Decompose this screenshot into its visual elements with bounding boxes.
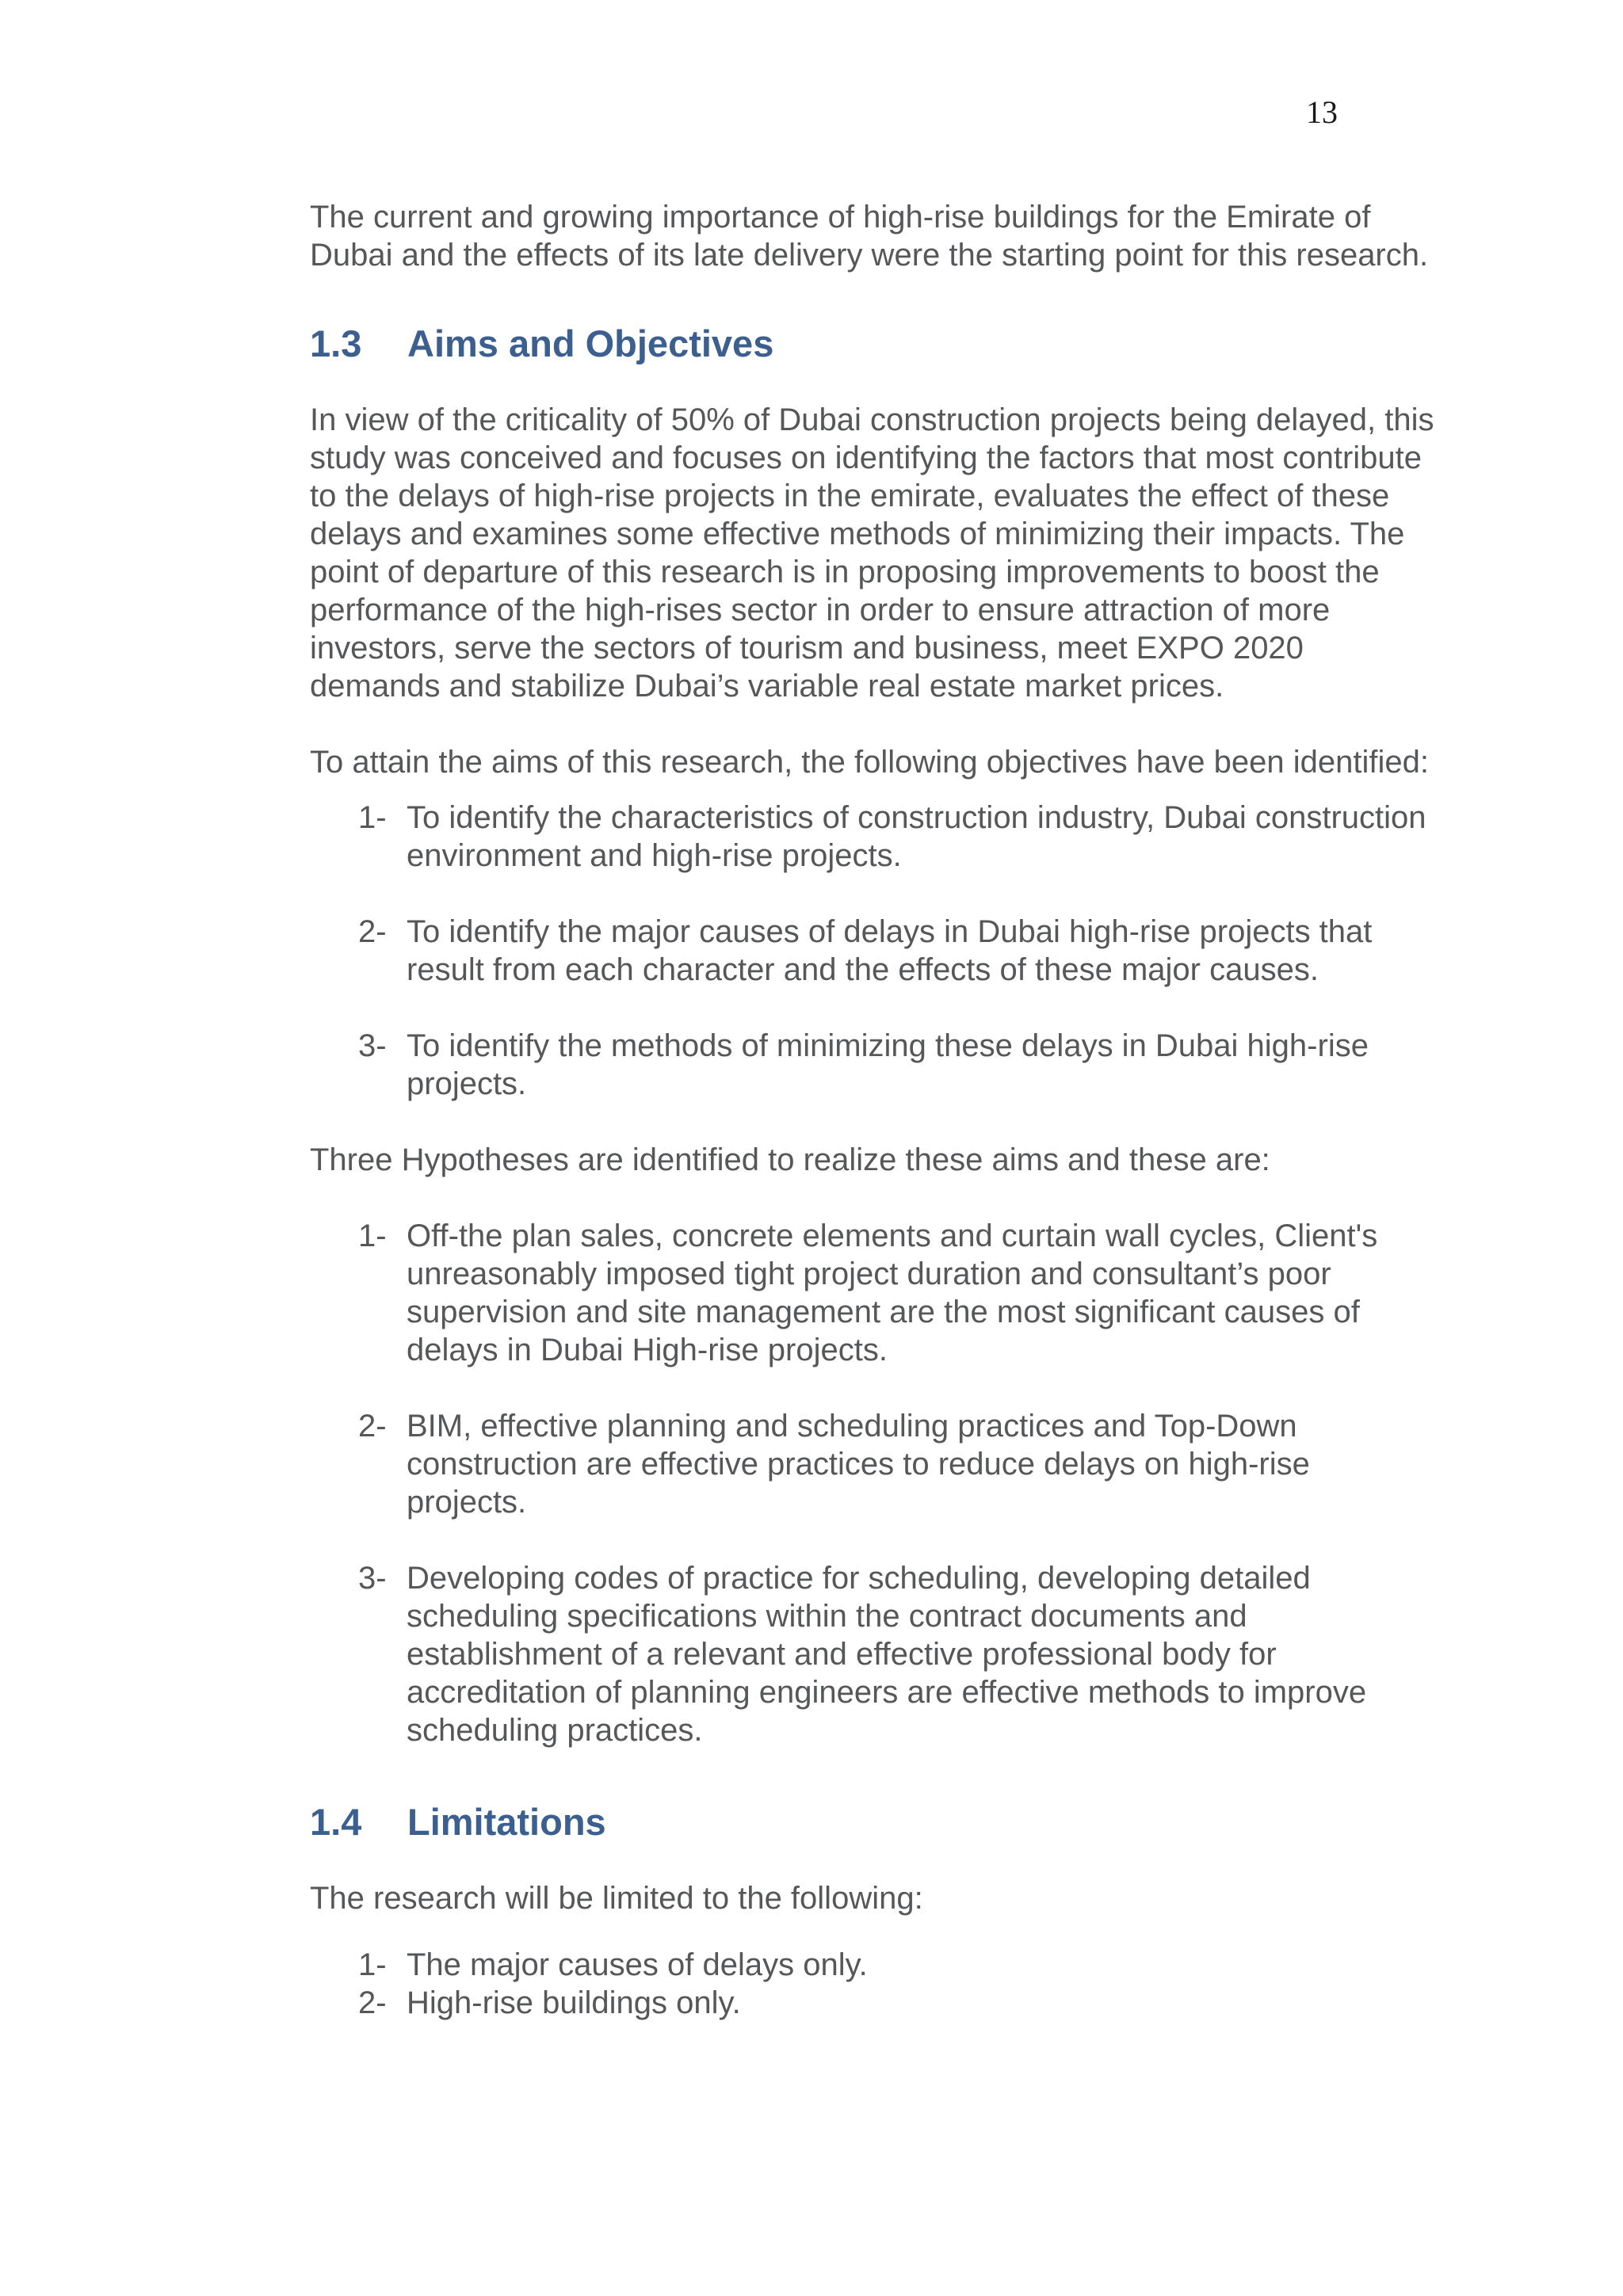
list-item xyxy=(310,1027,1435,1103)
list-marker: 1- xyxy=(358,1947,387,1982)
limitations-intro: The research will be limited to the following: xyxy=(310,1881,923,1916)
aims-paragraph: In view of the criticality of 50% of Dubai construction projects being delayed, this study was conceived and focuses on identifying the factors that most contribute to the delays of high-rise projects in the emirate, evaluates the effect of these delays and examines some effective methods of minimizing their impacts. The point of departure of this research is in proposing improvements to boost the performance of the high-rises sector in order to ensure attraction of more investors, serve the sectors of tourism and business, meet EXPO 2020 demands and stabilize Dubai’s variable real estate market prices. xyxy=(310,402,1434,704)
list-item xyxy=(310,1559,1435,1749)
intro-paragraph: The current and growing importance of high-rise buildings for the Emirate of Dubai and the effects of its late delivery were the starting point for this research. xyxy=(310,200,1429,273)
section-heading-limitations xyxy=(310,1800,1435,1844)
list-item-text: Developing codes of practice for scheduling, developing detailed scheduling specifications within the contract documents and establishment of a relevant and effective professional body for accreditation of planning engineers are effective methods to improve scheduling practices. xyxy=(407,1561,1367,1748)
section-title: Aims and Objectives xyxy=(407,322,774,364)
section-number: 1.4 xyxy=(310,1801,362,1843)
page-number: 13 xyxy=(1306,94,1338,130)
list-item xyxy=(310,1984,1435,2022)
list-marker: 3- xyxy=(358,1561,387,1596)
section-title: Limitations xyxy=(407,1801,606,1843)
hypotheses-list xyxy=(310,1217,1435,1749)
list-item-text: BIM, effective planning and scheduling practices and Top-Down construction are effective practices to reduce delays on high-rise projects. xyxy=(407,1409,1310,1520)
list-item xyxy=(310,799,1435,875)
list-marker: 1- xyxy=(358,800,387,835)
list-item xyxy=(310,1946,1435,1984)
list-item-text: To identify the major causes of delays in Dubai high-rise projects that result from each character and the effects of these major causes. xyxy=(407,914,1373,987)
list-marker: 3- xyxy=(358,1028,387,1063)
list-marker: 2- xyxy=(358,914,387,949)
list-item-text: To identify the methods of minimizing these delays in Dubai high-rise projects. xyxy=(407,1028,1369,1101)
list-marker: 2- xyxy=(358,1409,387,1444)
objectives-intro: To attain the aims of this research, the following objectives have been identified: xyxy=(310,745,1429,780)
list-item xyxy=(310,913,1435,989)
section-heading-aims xyxy=(310,322,1435,366)
list-item xyxy=(310,1407,1435,1521)
list-item-text: To identify the characteristics of construction industry, Dubai construction environment and high-rise projects. xyxy=(407,800,1426,873)
list-item xyxy=(310,1217,1435,1369)
objectives-list xyxy=(310,799,1435,1103)
list-marker: 2- xyxy=(358,1985,387,2020)
list-item-text: High-rise buildings only. xyxy=(407,1985,741,2020)
list-marker: 1- xyxy=(358,1219,387,1253)
section-number: 1.3 xyxy=(310,322,362,364)
page-content xyxy=(310,198,1435,2022)
list-item-text: The major causes of delays only. xyxy=(407,1947,868,1982)
hypotheses-intro: Three Hypotheses are identified to realize these aims and these are: xyxy=(310,1142,1270,1177)
limitations-list xyxy=(310,1946,1435,2022)
list-item-text: Off-the plan sales, concrete elements and curtain wall cycles, Client's unreasonably imposed tight project duration and consultant’s poor supervision and site management are the most significant causes of delays in Dubai High-rise projects. xyxy=(407,1219,1378,1367)
